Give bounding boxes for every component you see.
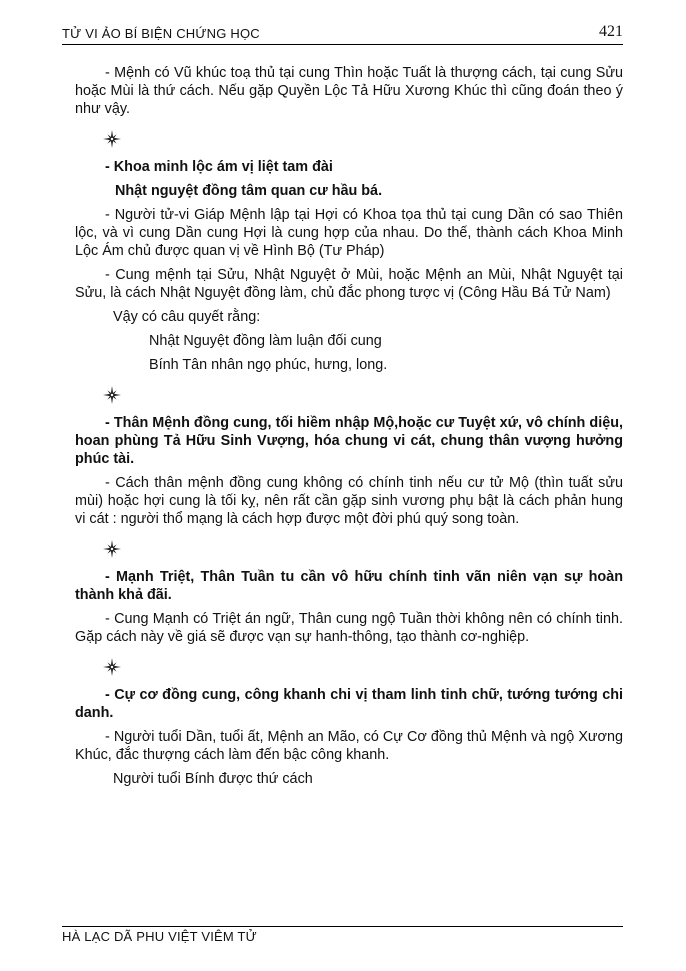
- star-ornament-icon: [103, 658, 121, 676]
- paragraph: - Cung mệnh tại Sửu, Nhật Nguyệt ở Mùi, hoặc Mệnh an Mùi, Nhật Nguyệt tại Sửu, là cách Nhật Nguyệt đồng làm, chủ đắc phong tược vị (Công Hầu Bá Tử Nam): [75, 267, 623, 301]
- page-footer: HÀ LẠC DÃ PHU VIỆT VIÊM TỬ: [62, 926, 623, 944]
- section-heading: - Cự cơ đồng cung, công khanh chi vị tham linh tinh chữ, tướng tướng chi danh.: [75, 687, 623, 721]
- paragraph: - Cách thân mệnh đồng cung không có chính tinh nếu cư tử Mộ (thìn tuất sửu mùi) hoặc hợi cung là tối kỵ, nên rất cần gặp sinh vương phụ bật là cách phản hung vi cát : người thổ mạng là cách hợp được một đời phú quý song toàn.: [75, 475, 623, 527]
- section-heading: - Mạnh Triệt, Thân Tuần tu cần vô hữu chính tinh vãn niên vạn sự hoàn thành khả đãi.: [75, 569, 623, 603]
- running-title: TỬ VI ẢO BÍ BIỆN CHỨNG HỌC: [62, 26, 260, 41]
- paragraph: - Mệnh có Vũ khúc toạ thủ tại cung Thìn hoặc Tuất là thượng cách, tại cung Sửu hoặc Mùi là thứ cách. Nếu gặp Quyền Lộc Tả Hữu Xương Khúc thì cũng đoán theo ý như vậy.: [75, 65, 623, 117]
- section-heading: - Thân Mệnh đồng cung, tối hiềm nhập Mộ,hoặc cư Tuyệt xứ, vô chính diệu, hoan phùng Tả Hữu Sinh Vượng, hóa chung vi cát, chung thân vượng hưởng phúc tài.: [75, 415, 623, 467]
- verse-line: Bính Tân nhân ngọ phúc, hưng, long.: [149, 357, 388, 373]
- section-subheading: Nhật nguyệt đồng tâm quan cư hầu bá.: [115, 183, 383, 199]
- star-ornament-icon: [103, 540, 121, 558]
- verse-intro: Vậy có câu quyết rằng:: [113, 309, 261, 325]
- paragraph: - Cung Mạnh có Triệt án ngữ, Thân cung ngộ Tuần thời không nên có chính tinh. Gặp cách này về giá sẽ được vạn sự hanh-thông, tạo thành cơ-nghiệp.: [75, 611, 623, 645]
- paragraph: - Người tử-vi Giáp Mệnh lập tại Hợi có Khoa tọa thủ tại cung Dần có sao Thiên lộc, và vì cung Dần cung Hợi là cung hợp của nhau. Do thế, thành cách Khoa Minh Lộc Ám chủ được quan vị về Hình Bộ (Tư Pháp): [75, 207, 623, 259]
- section-heading: - Khoa minh lộc ám vị liệt tam đài: [105, 159, 333, 175]
- star-ornament-icon: [103, 130, 121, 148]
- paragraph: Người tuổi Bính được thứ cách: [113, 771, 313, 787]
- paragraph: - Người tuổi Dần, tuổi ất, Mệnh an Mão, có Cự Cơ đồng thủ Mệnh và ngộ Xương Khúc, đắc thượng cách làm đến bậc công khanh.: [75, 729, 623, 763]
- page-content: [75, 64, 623, 788]
- page-number: 421: [599, 23, 623, 40]
- page-header: [62, 22, 623, 45]
- verse-line: Nhật Nguyệt đồng làm luận đối cung: [149, 333, 382, 349]
- star-ornament-icon: [103, 386, 121, 404]
